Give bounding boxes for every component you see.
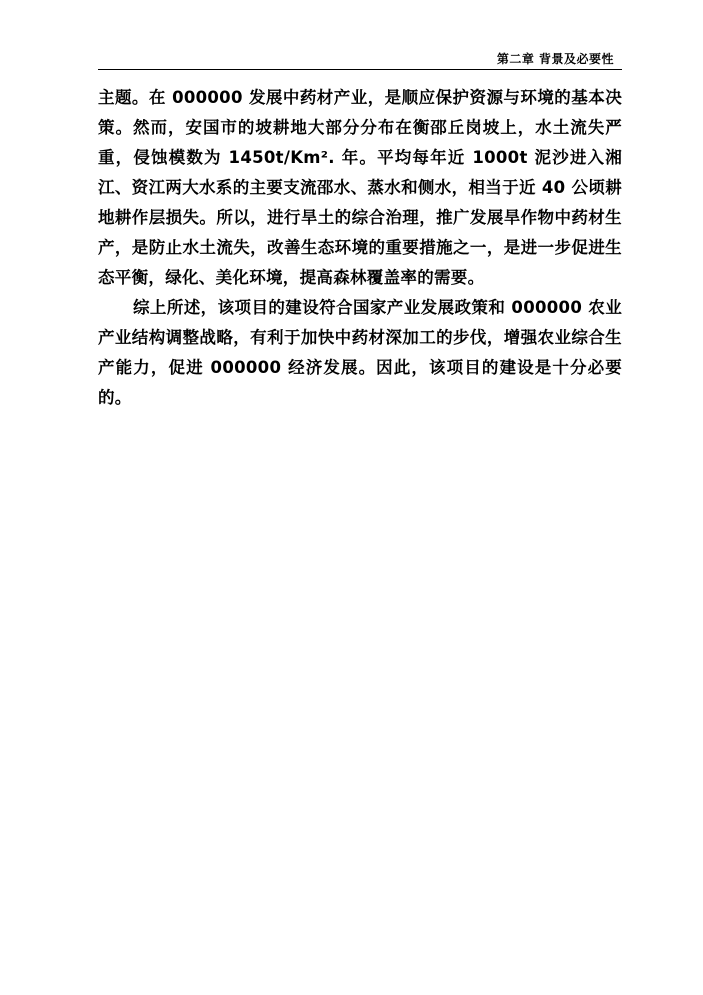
- paragraph-conclusion: 综上所述，该项目的建设符合国家产业发展政策和 000000 农业产业结构调整战略，有利于加快中药材深加工的步伐，增强农业综合生产能力，促进 000000 经济发展。因此，该项目的建设是十分必要的。: [98, 298, 622, 407]
- paragraph-continuation: 主题。在 000000 发展中药材产业，是顺应保护资源与环境的基本决策。然而，安国市的坡耕地大部分分布在衡邵丘岗坡上，水土流失严重，侵蚀模数为 1450t/Km². 年。平均每年近 1000t 泥沙进入湘江、资江两大水系的主要支流邵水、蒸水和侧水，相当于近 40 公顷耕地耕作层损失。所以，进行旱土的综合治理，推广发展旱作物中药材生产，是防止水土流失，改善生态环境的重要措施之一，是进一步促进生态平衡，绿化、美化环境，提高森林覆盖率的需要。: [98, 88, 622, 287]
- page-header: [98, 48, 622, 70]
- chapter-title: 第二章 背景及必要性: [496, 52, 614, 66]
- document-body: [98, 83, 622, 413]
